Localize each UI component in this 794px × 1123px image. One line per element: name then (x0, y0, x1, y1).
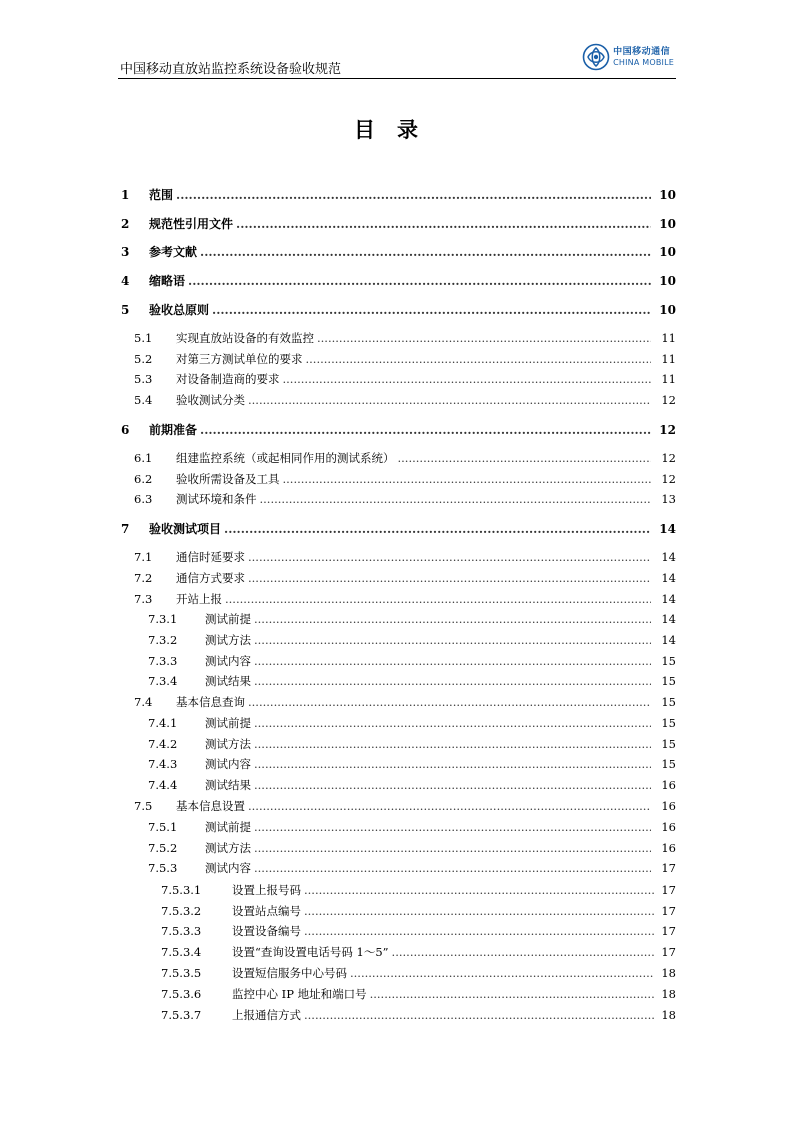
china-mobile-logo-icon (582, 43, 610, 71)
toc-entry-title: 测试内容 (205, 861, 251, 875)
toc-entry-page-number: 18 (661, 987, 676, 1001)
toc-entry-number: 7.5.3.4 (161, 945, 202, 959)
toc-entry[interactable] (161, 1007, 676, 1023)
toc-entry-title: 通信时延要求 (176, 550, 245, 564)
toc-entry-page-number: 14 (661, 550, 676, 564)
toc-entry-page-number: 12 (661, 451, 676, 465)
toc-entry-title: 验收测试项目 (149, 522, 222, 536)
toc-entry[interactable] (161, 986, 676, 1002)
toc-entry[interactable] (148, 840, 676, 856)
toc-entry-page-number: 12 (661, 393, 676, 407)
toc-entry-page-number: 17 (661, 924, 676, 938)
toc-entry-title: 设置设备编号 (232, 924, 301, 938)
toc-entry-number: 4 (121, 274, 130, 288)
toc-entry-number: 7.5.1 (148, 820, 178, 834)
toc-dot-leader (304, 883, 654, 897)
toc-dot-leader (304, 904, 654, 918)
toc-entry[interactable] (134, 330, 676, 346)
toc-entry-page-number: 15 (661, 695, 676, 709)
toc-entry[interactable] (148, 860, 676, 876)
toc-dot-leader (283, 472, 652, 486)
toc-entry-page-number: 16 (661, 799, 676, 813)
page-header (118, 40, 676, 79)
toc-dot-leader (248, 695, 651, 709)
toc-entry-title: 测试结果 (205, 778, 251, 792)
toc-entry-number: 7.5.3.7 (161, 1008, 202, 1022)
toc-entry[interactable] (148, 715, 676, 731)
toc-entry-number: 7.3 (134, 592, 153, 606)
toc-dot-leader (254, 820, 651, 834)
toc-entry-title: 开站上报 (176, 592, 222, 606)
toc-entry-page-number: 15 (661, 674, 676, 688)
toc-entry-number: 7.3.4 (148, 674, 178, 688)
toc-entry-number: 5.2 (134, 352, 153, 366)
toc-entry-title: 设置上报号码 (232, 883, 301, 897)
toc-dot-leader (370, 987, 654, 1001)
toc-entry-page-number: 18 (661, 966, 676, 980)
toc-entry-page-number: 16 (661, 841, 676, 855)
toc-dot-leader (254, 612, 651, 626)
toc-entry[interactable] (148, 673, 676, 689)
toc-entry[interactable] (161, 882, 676, 898)
toc-entry-page-number: 18 (661, 1008, 676, 1022)
toc-entry-page-number: 10 (659, 217, 676, 231)
toc-entry-title: 测试环境和条件 (176, 492, 257, 506)
toc-entry-title: 参考文献 (149, 245, 198, 259)
toc-entry-title: 监控中心 IP 地址和端口号 (232, 987, 367, 1001)
toc-entry[interactable] (148, 736, 676, 752)
toc-entry-title: 组建监控系统（或起相同作用的测试系统） (176, 451, 395, 465)
toc-entry-title: 测试方法 (205, 737, 251, 751)
toc-entry-title: 设置“查询设置电话号码 1～5” (232, 945, 389, 959)
toc-dot-leader (248, 799, 651, 813)
toc-entry-title: 验收所需设备及工具 (176, 472, 280, 486)
toc-entry-title: 验收测试分类 (176, 393, 245, 407)
toc-entry[interactable] (134, 471, 676, 487)
toc-entry-title: 范围 (149, 188, 174, 202)
toc-entry-number: 7.1 (134, 550, 153, 564)
toc-entry-title: 测试结果 (205, 674, 251, 688)
toc-entry-number: 7.5 (134, 799, 153, 813)
toc-entry-page-number: 14 (659, 522, 676, 536)
toc-entry-number: 7.4.3 (148, 757, 178, 771)
toc-entry-number: 6.1 (134, 451, 153, 465)
toc-dot-leader (260, 492, 652, 506)
toc-entry-title: 设置短信服务中心号码 (232, 966, 347, 980)
toc-entry[interactable] (134, 491, 676, 507)
toc-entry[interactable] (148, 819, 676, 835)
toc-entry-title: 对设备制造商的要求 (176, 372, 280, 386)
toc-entry-page-number: 14 (661, 592, 676, 606)
toc-entry[interactable] (134, 351, 676, 367)
toc-dot-leader (254, 633, 651, 647)
toc-dot-leader (304, 924, 654, 938)
toc-entry[interactable] (134, 371, 676, 387)
toc-entry-page-number: 16 (661, 778, 676, 792)
toc-entry-title: 测试前提 (205, 612, 251, 626)
toc-dot-leader (254, 778, 651, 792)
toc-entry[interactable] (148, 632, 676, 648)
toc-dot-leader (304, 1008, 654, 1022)
toc-entry[interactable] (134, 798, 676, 814)
toc-entry-title: 测试方法 (205, 633, 251, 647)
toc-entry-page-number: 17 (661, 883, 676, 897)
toc-entry-number: 5.3 (134, 372, 153, 386)
toc-entry-title: 测试内容 (205, 757, 251, 771)
toc-entry-number: 6 (121, 423, 130, 437)
toc-entry[interactable] (161, 965, 676, 981)
toc-entry[interactable] (121, 421, 676, 437)
toc-entry-page-number: 10 (659, 188, 676, 202)
toc-dot-leader (224, 522, 651, 536)
toc-dot-leader (254, 757, 651, 771)
toc-entry-number: 2 (121, 217, 130, 231)
toc-entry-number: 7.4 (134, 695, 153, 709)
toc-entry-page-number: 12 (659, 423, 676, 437)
toc-dot-leader (398, 451, 652, 465)
toc-entry-number: 7.5.2 (148, 841, 178, 855)
toc-entry-number: 7.5.3 (148, 861, 178, 875)
toc-entry-number: 7.5.3.5 (161, 966, 202, 980)
toc-entry-title: 缩略语 (149, 274, 186, 288)
toc-dot-leader (176, 188, 651, 202)
logo-text-en: CHINA MOBILE (613, 57, 674, 67)
toc-dot-leader (248, 550, 651, 564)
china-mobile-logo (582, 42, 674, 72)
toc-entry-number: 7.5.3.6 (161, 987, 202, 1001)
toc-entry-title: 通信方式要求 (176, 571, 245, 585)
toc-dot-leader (392, 945, 654, 959)
toc-dot-leader (254, 841, 651, 855)
toc-entry[interactable] (121, 301, 676, 317)
toc-dot-leader (225, 592, 651, 606)
toc-entry-number: 1 (121, 188, 130, 202)
toc-entry-title: 测试内容 (205, 654, 251, 668)
toc-entry[interactable] (121, 272, 676, 288)
toc-entry-number: 7.4.4 (148, 778, 178, 792)
toc-entry[interactable] (161, 903, 676, 919)
toc-entry[interactable] (134, 570, 676, 586)
toc-entry-number: 6.2 (134, 472, 153, 486)
toc-dot-leader (200, 245, 651, 259)
toc-entry-number: 7.5.3.3 (161, 924, 202, 938)
toc-entry-title: 测试前提 (205, 716, 251, 730)
logo-text-cn: 中国移动通信 (613, 46, 671, 57)
toc-entry-page-number: 15 (661, 716, 676, 730)
toc-dot-leader (317, 331, 651, 345)
toc-entry-page-number: 14 (661, 633, 676, 647)
toc-entry-title: 实现直放站设备的有效监控 (176, 331, 314, 345)
toc-entry-number: 7.4.2 (148, 737, 178, 751)
toc-dot-leader (254, 674, 651, 688)
toc-entry[interactable] (134, 392, 676, 408)
toc-dot-leader (212, 303, 651, 317)
toc-entry-page-number: 10 (659, 303, 676, 317)
toc-entry-title: 前期准备 (149, 423, 198, 437)
toc-dot-leader (248, 393, 651, 407)
toc-entry-number: 3 (121, 245, 130, 259)
toc-dot-leader (254, 654, 651, 668)
toc-entry-number: 5.4 (134, 393, 153, 407)
toc-dot-leader (254, 737, 651, 751)
toc-entry[interactable] (121, 520, 676, 536)
toc-entry-page-number: 15 (661, 757, 676, 771)
toc-entry-page-number: 11 (661, 372, 676, 386)
toc-entry[interactable] (161, 944, 676, 960)
toc-entry-title: 基本信息设置 (176, 799, 245, 813)
toc-entry-title: 规范性引用文件 (149, 217, 234, 231)
toc-entry[interactable] (161, 923, 676, 939)
toc-entry-page-number: 17 (661, 945, 676, 959)
toc-entry-page-number: 16 (661, 820, 676, 834)
toc-entry-title: 验收总原则 (149, 303, 210, 317)
toc-entry-page-number: 17 (661, 904, 676, 918)
toc-entry-title: 对第三方测试单位的要求 (176, 352, 303, 366)
toc-entry-number: 6.3 (134, 492, 153, 506)
toc-entry-number: 7.5.3.2 (161, 904, 202, 918)
toc-entry-page-number: 13 (661, 492, 676, 506)
toc-entry-title: 测试方法 (205, 841, 251, 855)
toc-entry-number: 7.3.1 (148, 612, 178, 626)
toc-entry-title: 上报通信方式 (232, 1008, 301, 1022)
toc-entry-page-number: 15 (661, 654, 676, 668)
toc-entry-page-number: 11 (661, 331, 676, 345)
toc-entry-title: 基本信息查询 (176, 695, 245, 709)
toc-entry-number: 7.3.2 (148, 633, 178, 647)
toc-entry-title: 测试前提 (205, 820, 251, 834)
toc-title: 目录 (354, 117, 440, 142)
toc-entry-number: 7.5.3.1 (161, 883, 202, 897)
toc-dot-leader (254, 861, 651, 875)
toc-entry-number: 5.1 (134, 331, 153, 345)
toc-entry-number: 5 (121, 303, 130, 317)
toc-entry-page-number: 14 (661, 612, 676, 626)
toc-entry[interactable] (134, 694, 676, 710)
toc-entry-page-number: 11 (661, 352, 676, 366)
toc-dot-leader (188, 274, 651, 288)
toc-entry[interactable] (148, 777, 676, 793)
toc-entry[interactable] (148, 611, 676, 627)
toc-entry-title: 设置站点编号 (232, 904, 301, 918)
toc-entry[interactable] (121, 186, 676, 202)
toc-entry-page-number: 14 (661, 571, 676, 585)
toc-entry[interactable] (134, 591, 676, 607)
toc-dot-leader (236, 217, 651, 231)
toc-entry-number: 7.2 (134, 571, 153, 585)
toc-entry-page-number: 17 (661, 861, 676, 875)
toc-entry-number: 7 (121, 522, 130, 536)
toc-entry[interactable] (121, 243, 676, 259)
toc-entry-number: 7.3.3 (148, 654, 178, 668)
toc-dot-leader (350, 966, 654, 980)
toc-entry-page-number: 10 (659, 274, 676, 288)
toc-entry[interactable] (148, 653, 676, 669)
toc-entry-number: 7.4.1 (148, 716, 178, 730)
toc-entry-page-number: 15 (661, 737, 676, 751)
toc-entry[interactable] (134, 450, 676, 466)
toc-dot-leader (254, 716, 651, 730)
toc-dot-leader (248, 571, 651, 585)
document-title: 中国移动直放站监控系统设备验收规范 (120, 62, 342, 77)
toc-dot-leader (200, 423, 651, 437)
toc-entry[interactable] (121, 215, 676, 231)
toc-entry-page-number: 12 (661, 472, 676, 486)
toc-entry[interactable] (134, 549, 676, 565)
toc-dot-leader (283, 372, 652, 386)
toc-entry[interactable] (148, 756, 676, 772)
toc-entry-page-number: 10 (659, 245, 676, 259)
toc-dot-leader (306, 352, 652, 366)
